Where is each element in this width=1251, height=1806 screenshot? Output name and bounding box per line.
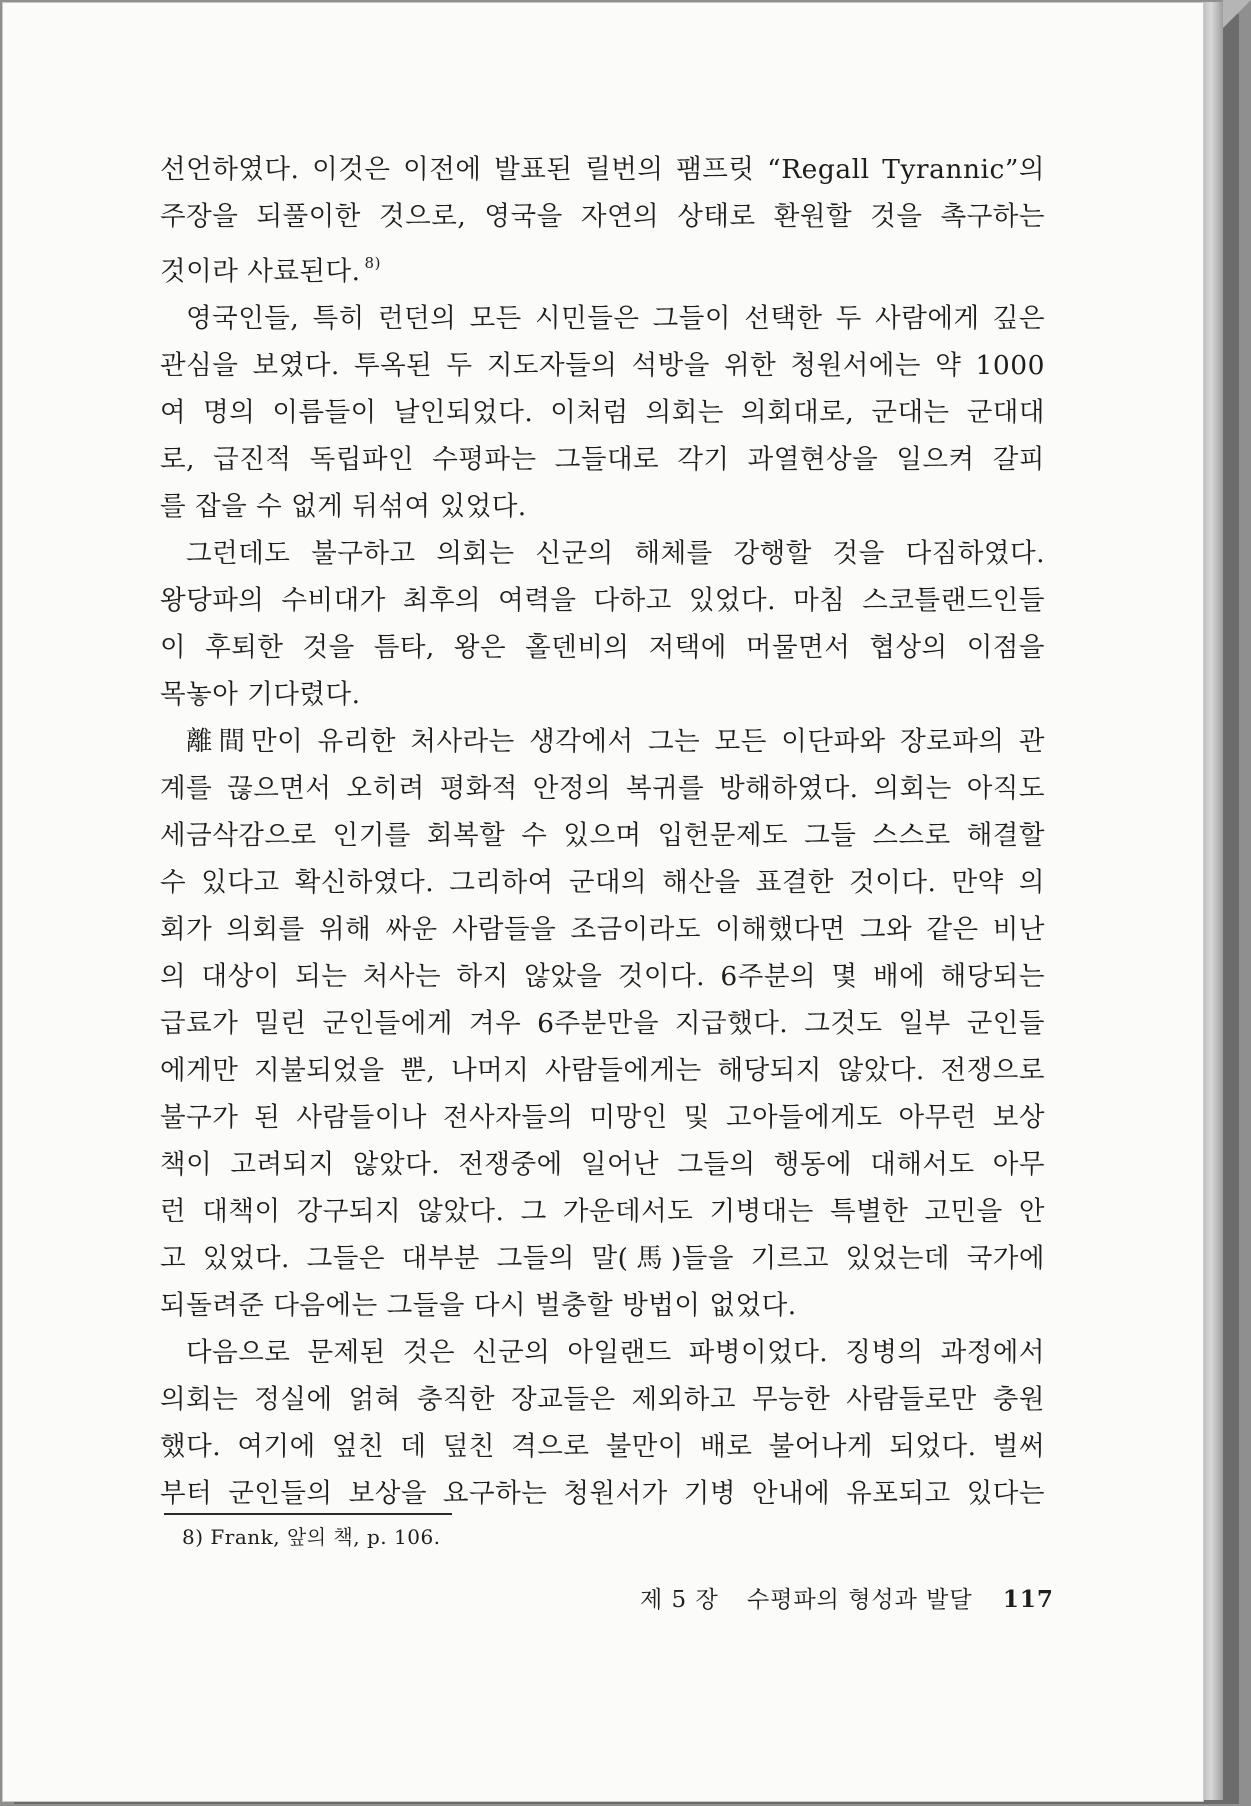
- page-footer: [640, 1581, 1060, 1614]
- footnote-divider: [164, 1513, 452, 1515]
- text-line: 관심을 보였다. 투옥된 두 지도자들의 석방을 위한 청원서에는 약 1000: [160, 350, 1045, 381]
- body-text: [160, 146, 1045, 1517]
- page-edge: [1203, 2, 1223, 1800]
- text-line: 회가 의회를 위해 싸운 사람들을 조금이라도 이해했다면 그와 같은 비난: [160, 914, 1045, 945]
- text-line: 했다. 여기에 엎친 데 덮친 격으로 불만이 배로 불어나게 되었다. 벌써: [160, 1431, 1045, 1462]
- footnote-reference: 8): [364, 254, 381, 272]
- text-line: 를 잡을 수 없게 뒤섞여 있었다.: [160, 491, 527, 522]
- text-line: 목놓아 기다렸다.: [160, 679, 361, 710]
- text-line: 의 대상이 되는 처사는 하지 않았을 것이다. 6주분의 몇 배에 해당되는: [160, 961, 1045, 992]
- text-line: 離間만이 유리한 처사라는 생각에서 그는 모든 이단파와 장로파의 관: [186, 726, 1045, 757]
- paragraph-5: [160, 1329, 1045, 1517]
- text-line: [160, 240, 1045, 295]
- text-line: 급료가 밀린 군인들에게 겨우 6주분만을 지급했다. 그것도 일부 군인들: [160, 1008, 1045, 1039]
- text-line: 런 대책이 강구되지 않았다. 그 가운데서도 기병대는 특별한 고민을 안: [160, 1196, 1045, 1227]
- paragraph-3: [160, 530, 1045, 718]
- paragraph-1: [160, 146, 1045, 295]
- text-line: 의회는 정실에 얽혀 충직한 장교들은 제외하고 무능한 사람들로만 충원: [160, 1384, 1045, 1415]
- footnote: 8) Frank, 앞의 책, p. 106.: [182, 1525, 441, 1549]
- chapter-title: 수평파의 형성과 발달: [747, 1587, 973, 1613]
- text-line: 주장을 되풀이한 것으로, 영국을 자연의 상태로 환원할 것을 촉구하는: [160, 201, 1045, 232]
- text-line: 이 후퇴한 것을 틈타, 왕은 홀덴비의 저택에 머물면서 협상의 이점을: [160, 632, 1045, 663]
- text-line: 영국인들, 특히 런던의 모든 시민들은 그들이 선택한 두 사람에게 깊은: [186, 303, 1045, 334]
- text-line: 로, 급진적 독립파인 수평파는 그들대로 각기 과열현상을 일으켜 갈피: [160, 444, 1045, 475]
- text-line: 계를 끊으면서 오히려 평화적 안정의 복귀를 방해하였다. 의회는 아직도: [160, 773, 1045, 804]
- text-line: 되돌려준 다음에는 그들을 다시 벌충할 방법이 없었다.: [160, 1290, 797, 1321]
- page-curl: [1223, 0, 1251, 28]
- paragraph-2: [160, 295, 1045, 530]
- text-line-content: 것이라 사료된다.: [160, 256, 361, 287]
- text-line: 부터 군인들의 보상을 요구하는 청원서가 기병 안내에 유포되고 있다는: [160, 1478, 1045, 1509]
- text-line: 에게만 지불되었을 뿐, 나머지 사람들에게는 해당되지 않았다. 전쟁으로: [160, 1055, 1045, 1086]
- text-line: 선언하였다. 이것은 이전에 발표된 릴번의 팸프릿 “Regall Tyrannic”의: [160, 154, 1045, 185]
- text-line: 다음으로 문제된 것은 신군의 아일랜드 파병이었다. 징병의 과정에서: [186, 1337, 1045, 1368]
- text-line: 여 명의 이름들이 날인되었다. 이처럼 의회는 의회대로, 군대는 군대대: [160, 397, 1045, 428]
- text-line: 불구가 된 사람들이나 전사자들의 미망인 및 고아들에게도 아무런 보상: [160, 1102, 1045, 1133]
- text-line: 그런데도 불구하고 의회는 신군의 해체를 강행할 것을 다짐하였다.: [186, 538, 1045, 569]
- text-line: 고 있었다. 그들은 대부분 그들의 말(馬)들을 기르고 있었는데 국가에: [160, 1243, 1045, 1274]
- text-line: 수 있다고 확신하였다. 그리하여 군대의 해산을 표결한 것이다. 만약 의: [160, 867, 1045, 898]
- chapter-label: 제 5 장: [640, 1587, 719, 1613]
- page-number: 117: [1002, 1586, 1054, 1613]
- text-line: 책이 고려되지 않았다. 전쟁중에 일어난 그들의 행동에 대해서도 아무: [160, 1149, 1045, 1180]
- text-line: 세금삭감으로 인기를 회복할 수 있으며 입헌문제도 그들 스스로 해결할: [160, 820, 1045, 851]
- paragraph-4: [160, 718, 1045, 1329]
- text-line: 왕당파의 수비대가 최후의 여력을 다하고 있었다. 마침 스코틀랜드인들: [160, 585, 1045, 616]
